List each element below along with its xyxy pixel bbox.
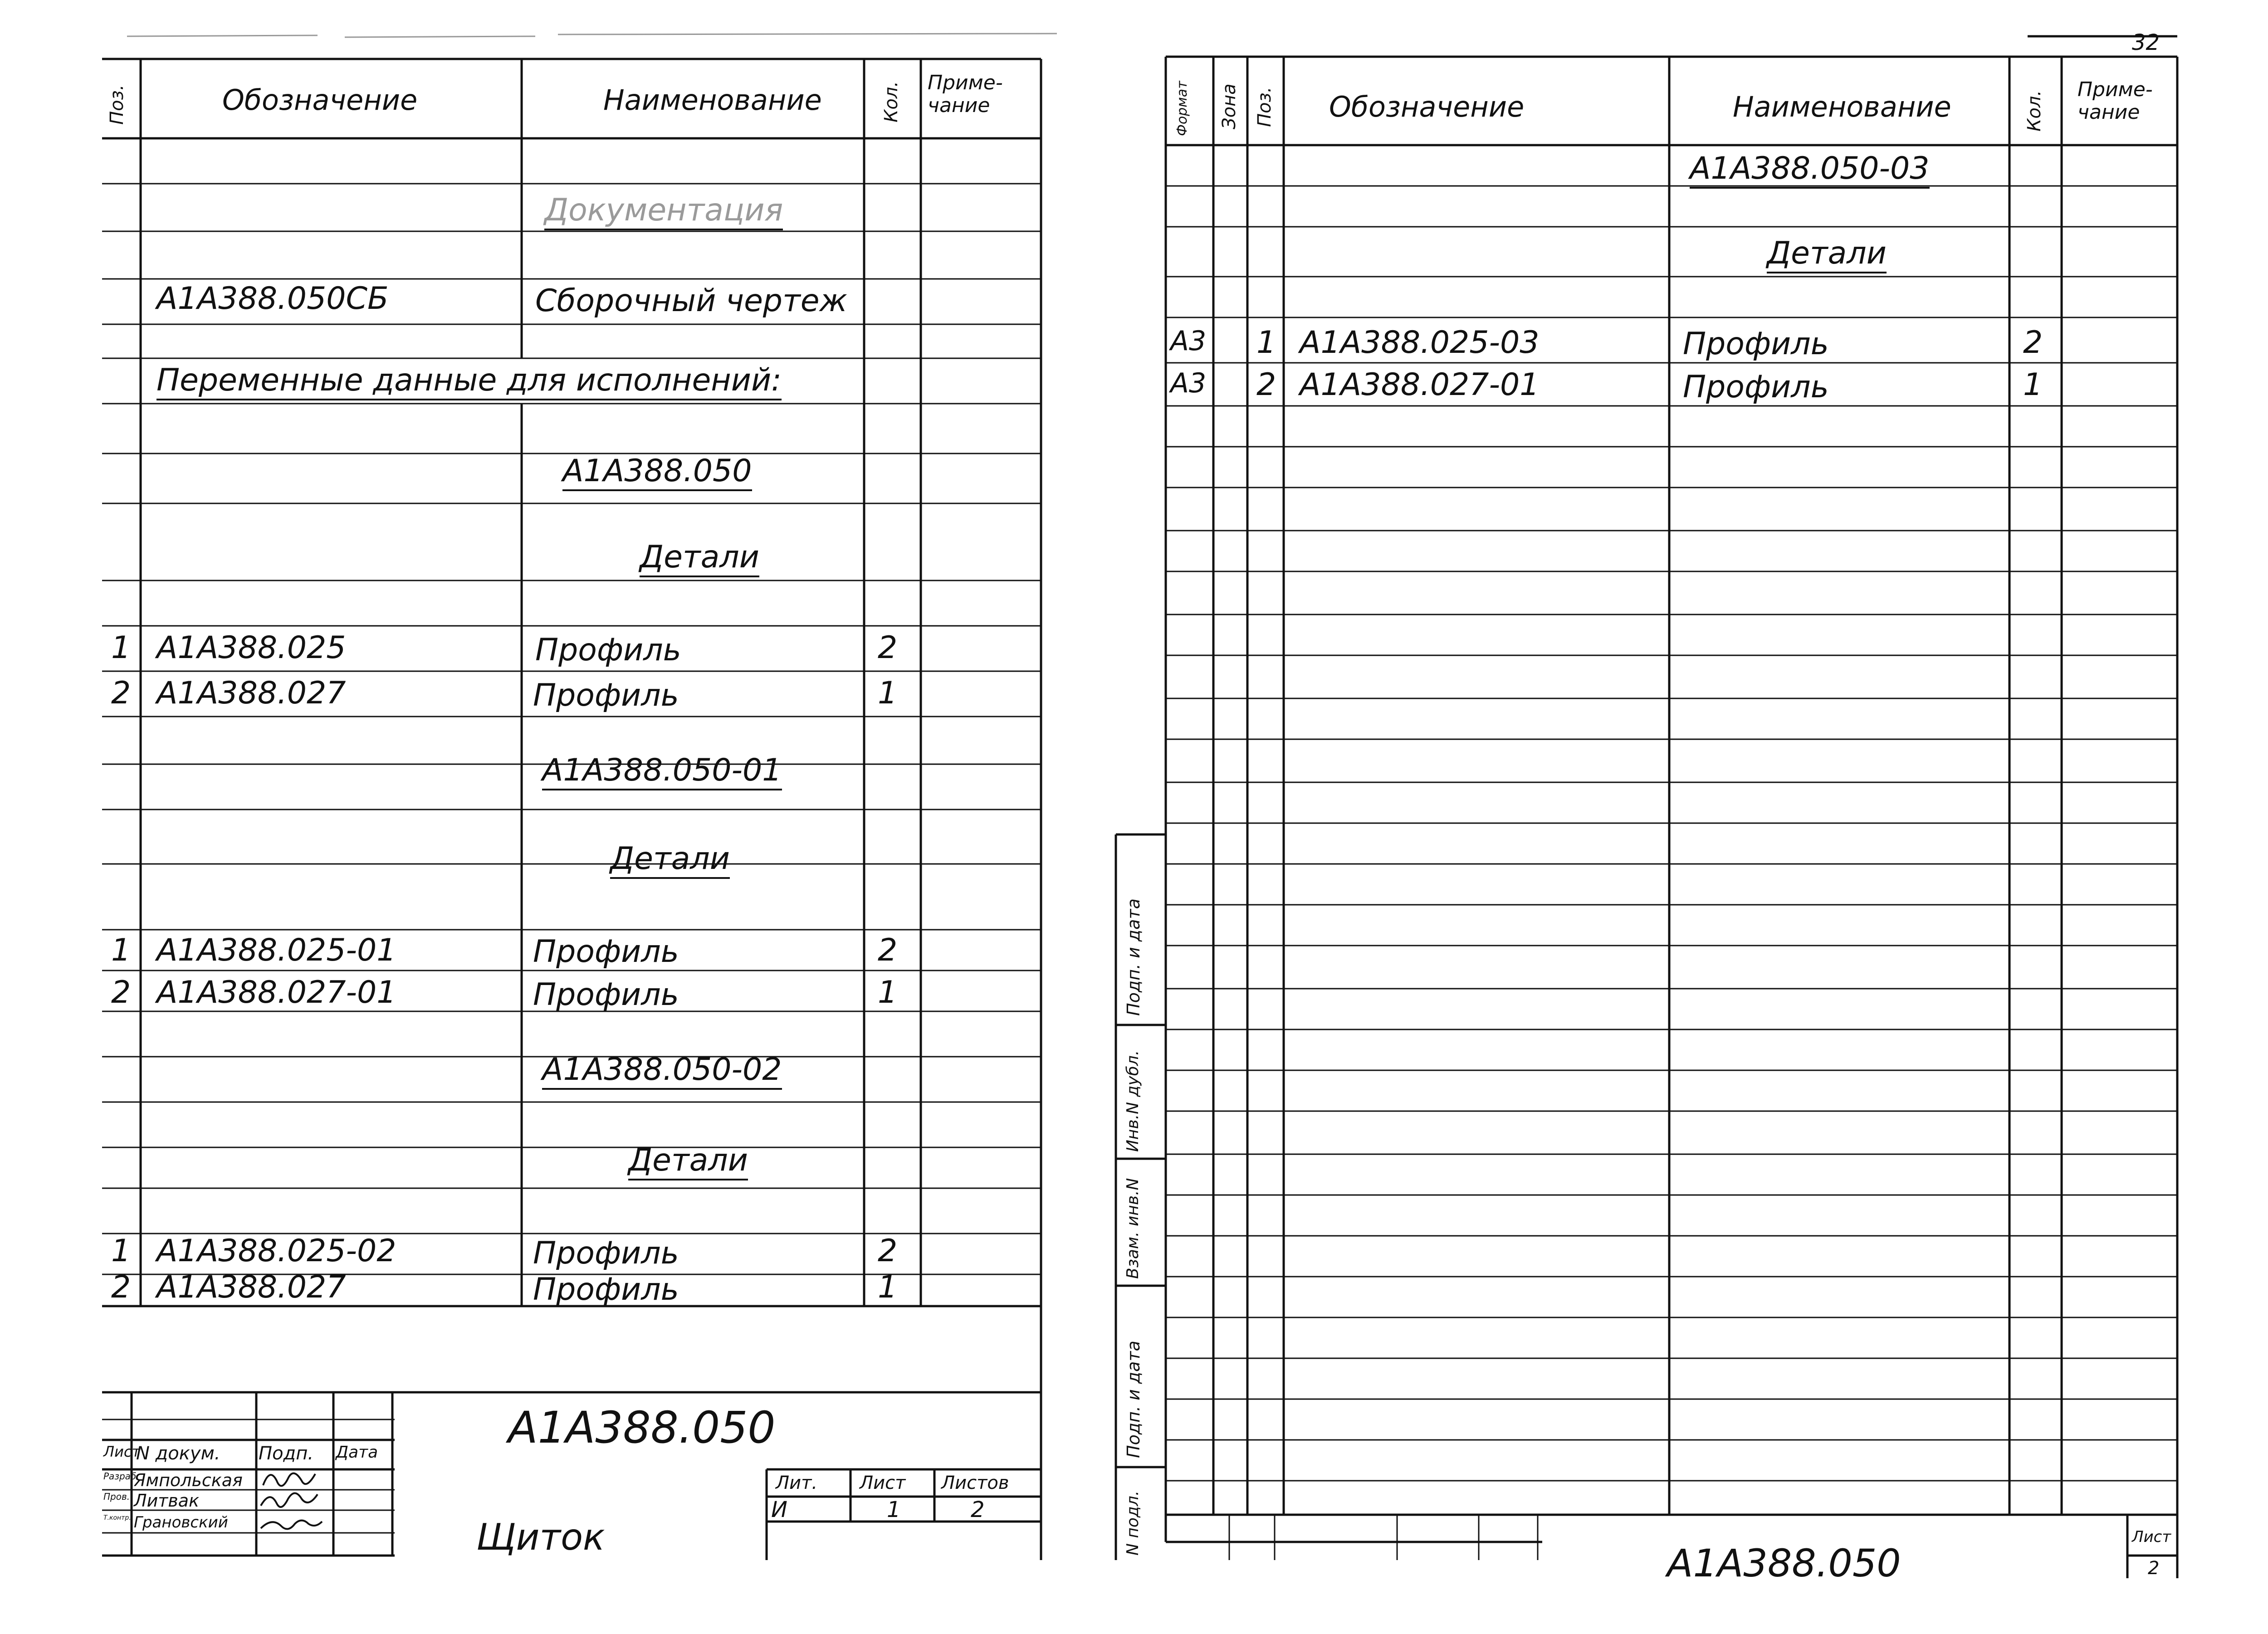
row-qty: 2 xyxy=(2023,325,2043,361)
stamp-dup-inv: Инв.N дубл. xyxy=(1124,1050,1142,1152)
row-designation: А1А388.025-03 xyxy=(1300,325,1540,361)
tb-person-control: Грановский xyxy=(134,1513,228,1532)
stamp-sign-date-2: Подп. и дата xyxy=(1124,1341,1144,1458)
col-header-note-1: Приме- xyxy=(928,71,1003,94)
row-designation: А1А388.025-02 xyxy=(156,1233,396,1269)
row-designation: А1А388.027-01 xyxy=(156,975,396,1010)
row-name: Профиль xyxy=(533,1235,679,1271)
col-header-pos: Поз. xyxy=(107,84,127,125)
variant-code: А1А388.050-01 xyxy=(542,755,782,790)
tb-sheets-value: 2 xyxy=(971,1497,985,1522)
col-header-name: Наименование xyxy=(603,83,822,117)
tb-row-label: Пров. xyxy=(103,1491,130,1502)
col-header-name: Наименование xyxy=(1733,90,1951,123)
row-pos: 1 xyxy=(111,1233,131,1269)
right-sheet xyxy=(1107,0,2268,1634)
row-pos: 1 xyxy=(111,932,131,968)
tb-lit-label: Лит. xyxy=(776,1473,818,1493)
tb-sheet-label: Лист xyxy=(860,1473,906,1493)
page-number: 32 xyxy=(2132,30,2160,55)
tb-person-checker: Литвак xyxy=(134,1491,200,1511)
row-pos: 2 xyxy=(1256,367,1276,403)
row-qty: 1 xyxy=(878,975,898,1010)
tb-person-developer: Ямпольская xyxy=(134,1470,243,1490)
row-qty: 1 xyxy=(2023,367,2043,403)
col-header-designation: Обозначение xyxy=(222,83,418,117)
tb-sheets-label: Листов xyxy=(941,1473,1009,1493)
col-header-note-2: чание xyxy=(2077,101,2140,124)
row-name: Профиль xyxy=(533,934,679,970)
row-designation: А1А388.027 xyxy=(156,675,346,711)
row-format: А3 xyxy=(1170,325,1207,357)
footer-sheet-value: 2 xyxy=(2148,1558,2160,1579)
row-designation: А1А388.025-01 xyxy=(156,932,396,968)
stamp-original-no: N подл. xyxy=(1124,1490,1142,1556)
row-name: Профиль xyxy=(533,977,679,1013)
title-block-doc-code: А1А388.050 xyxy=(508,1402,776,1453)
row-pos: 2 xyxy=(111,1269,131,1305)
section-details: Детали xyxy=(610,844,730,879)
left-sheet xyxy=(0,0,1107,1634)
row-format: А3 xyxy=(1170,367,1207,399)
stamp-sign-date: Подп. и дата xyxy=(1124,898,1144,1016)
section-documentation: Документация xyxy=(544,195,783,230)
tb-row-label: Т.контр. xyxy=(103,1514,131,1522)
row-qty: 1 xyxy=(878,1269,898,1305)
variant-code: А1А388.050-02 xyxy=(542,1054,782,1090)
tb-sheet-value: 1 xyxy=(887,1497,901,1522)
col-header-qty: Кол. xyxy=(2024,90,2045,132)
row-designation: А1А388.027-01 xyxy=(1300,367,1540,403)
row-qty: 2 xyxy=(878,1233,898,1269)
row-qty: 2 xyxy=(878,932,898,968)
footer-doc-code: А1А388.050 xyxy=(1667,1541,1901,1585)
variant-code: А1А388.050-03 xyxy=(1690,153,1930,189)
variables-heading: Переменные данные для исполнений: xyxy=(156,365,782,400)
signatures xyxy=(0,0,1107,1634)
col-header-format: Формат xyxy=(1174,81,1190,136)
col-header-designation: Обозначение xyxy=(1329,90,1525,123)
tb-col-date: Дата xyxy=(336,1443,378,1462)
section-details: Детали xyxy=(1767,238,1887,273)
row-qty: 2 xyxy=(878,630,898,666)
row-pos: 2 xyxy=(111,675,131,711)
row-name: Профиль xyxy=(533,1272,679,1307)
title-block-product-name: Щиток xyxy=(476,1516,605,1558)
variant-code: А1А388.050 xyxy=(562,456,752,491)
col-header-zone: Зона xyxy=(1219,83,1240,129)
doc-name: Сборочный чертеж xyxy=(535,283,847,319)
tb-col-doc-no: N докум. xyxy=(136,1443,220,1464)
row-pos: 1 xyxy=(1256,325,1276,361)
tb-col-sheet: Лист xyxy=(103,1443,141,1460)
row-name: Профиль xyxy=(535,632,681,668)
col-header-pos: Поз. xyxy=(1254,87,1275,127)
row-name: Профиль xyxy=(533,678,679,713)
row-name: Профиль xyxy=(1683,326,1829,362)
section-details: Детали xyxy=(640,542,759,577)
row-pos: 2 xyxy=(111,975,131,1010)
footer-sheet-label: Лист xyxy=(2132,1528,2171,1546)
tb-row-label: Разраб. xyxy=(103,1471,139,1482)
tb-lit-value: И xyxy=(771,1497,787,1522)
doc-designation: А1А388.050СБ xyxy=(156,281,389,317)
col-header-note-2: чание xyxy=(928,94,990,117)
row-designation: А1А388.027 xyxy=(156,1269,346,1305)
col-header-qty: Кол. xyxy=(881,81,902,122)
section-details: Детали xyxy=(628,1145,748,1180)
col-header-note-1: Приме- xyxy=(2077,78,2153,101)
row-designation: А1А388.025 xyxy=(156,630,346,666)
right-sheet-grid xyxy=(1107,0,2268,1634)
tb-col-sign: Подп. xyxy=(259,1443,314,1464)
row-pos: 1 xyxy=(111,630,131,666)
row-name: Профиль xyxy=(1683,369,1829,405)
stamp-repl-inv: Взам. инв.N xyxy=(1124,1178,1142,1279)
row-qty: 1 xyxy=(878,675,898,711)
